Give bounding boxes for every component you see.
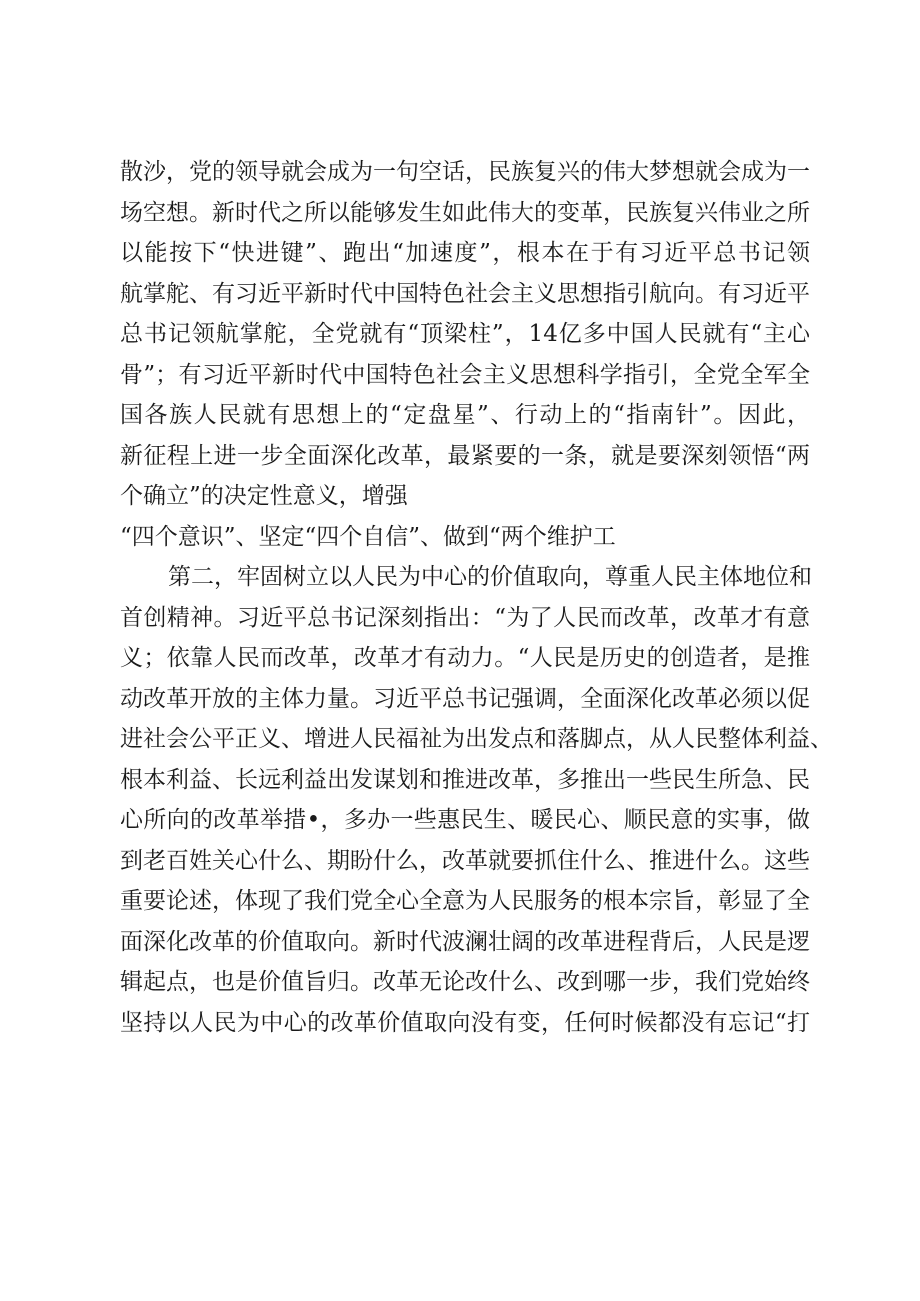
text-line: 重要论述，体现了我们党全心全意为人民服务的根本宗旨，彰显了全 bbox=[120, 888, 810, 914]
text-line: 个确立”的决定性意义，增强 bbox=[120, 483, 408, 509]
text-line: 到老百姓关心什么、期盼什么，改革就要抓住什么、推进什么。这些 bbox=[120, 847, 810, 874]
text-line: 首创精神。习近平总书记深刻指出：“为了人民而改革，改革才有意 bbox=[120, 604, 810, 631]
text-line: 坚持以人民为中心的改革价值取向没有变，任何时候都没有忘记“打 bbox=[120, 1009, 810, 1036]
text-line: “四个意识”、坚定“四个自信”、做到“两个维护工 bbox=[120, 523, 616, 550]
text-line: 散沙，党的领导就会成为一句空话，民族复兴的伟大梦想就会成为一 bbox=[120, 159, 810, 185]
text-line: 义；依靠人民而改革，改革才有动力。“人民是历史的创造者，是推 bbox=[120, 645, 810, 671]
body-text bbox=[120, 152, 833, 1043]
text-line: 场空想。新时代之所以能够发生如此伟大的变革，民族复兴伟业之所 bbox=[120, 199, 810, 226]
text-line: 第二，牢固树立以人民为中心的价值取向，尊重人民主体地位和 bbox=[168, 564, 812, 590]
text-line: 辑起点，也是价值旨归。改革无论改什么、改到哪一步，我们党始终 bbox=[120, 969, 810, 995]
text-line: 总书记领航掌舵，全党就有“顶梁柱”，14亿多中国人民就有“主心 bbox=[120, 321, 810, 347]
text-line: 心所向的改革举措•，多办一些惠民生、暖民心、顺民意的实事，做 bbox=[120, 807, 810, 833]
text-line: 进社会公平正义、增进人民福祉为出发点和落脚点，从人民整体利益、 bbox=[120, 726, 833, 752]
text-line: 面深化改革的价值取向。新时代波澜壮阔的改革进程背后，人民是逻 bbox=[120, 928, 810, 955]
text-line: 国各族人民就有思想上的“定盘星”、行动上的“指南针”。因此， bbox=[120, 402, 810, 428]
text-line: 航掌舵、有习近平新时代中国特色社会主义思想指引航向。有习近平 bbox=[120, 280, 810, 307]
text-line: 根本利益、长远利益出发谋划和推进改革，多推出一些民生所急、民 bbox=[120, 766, 810, 793]
text-line: 以能按下“快进键”、跑出“加速度”，根本在于有习近平总书记领 bbox=[120, 240, 810, 266]
text-line: 动改革开放的主体力量。习近平总书记强调，全面深化改革必须以促 bbox=[120, 685, 810, 712]
text-line: 骨”；有习近平新时代中国特色社会主义思想科学指引，全党全军全 bbox=[120, 361, 810, 388]
text-line: 新征程上进一步全面深化改革，最紧要的一条，就是要深刻领悟“两 bbox=[120, 442, 810, 469]
